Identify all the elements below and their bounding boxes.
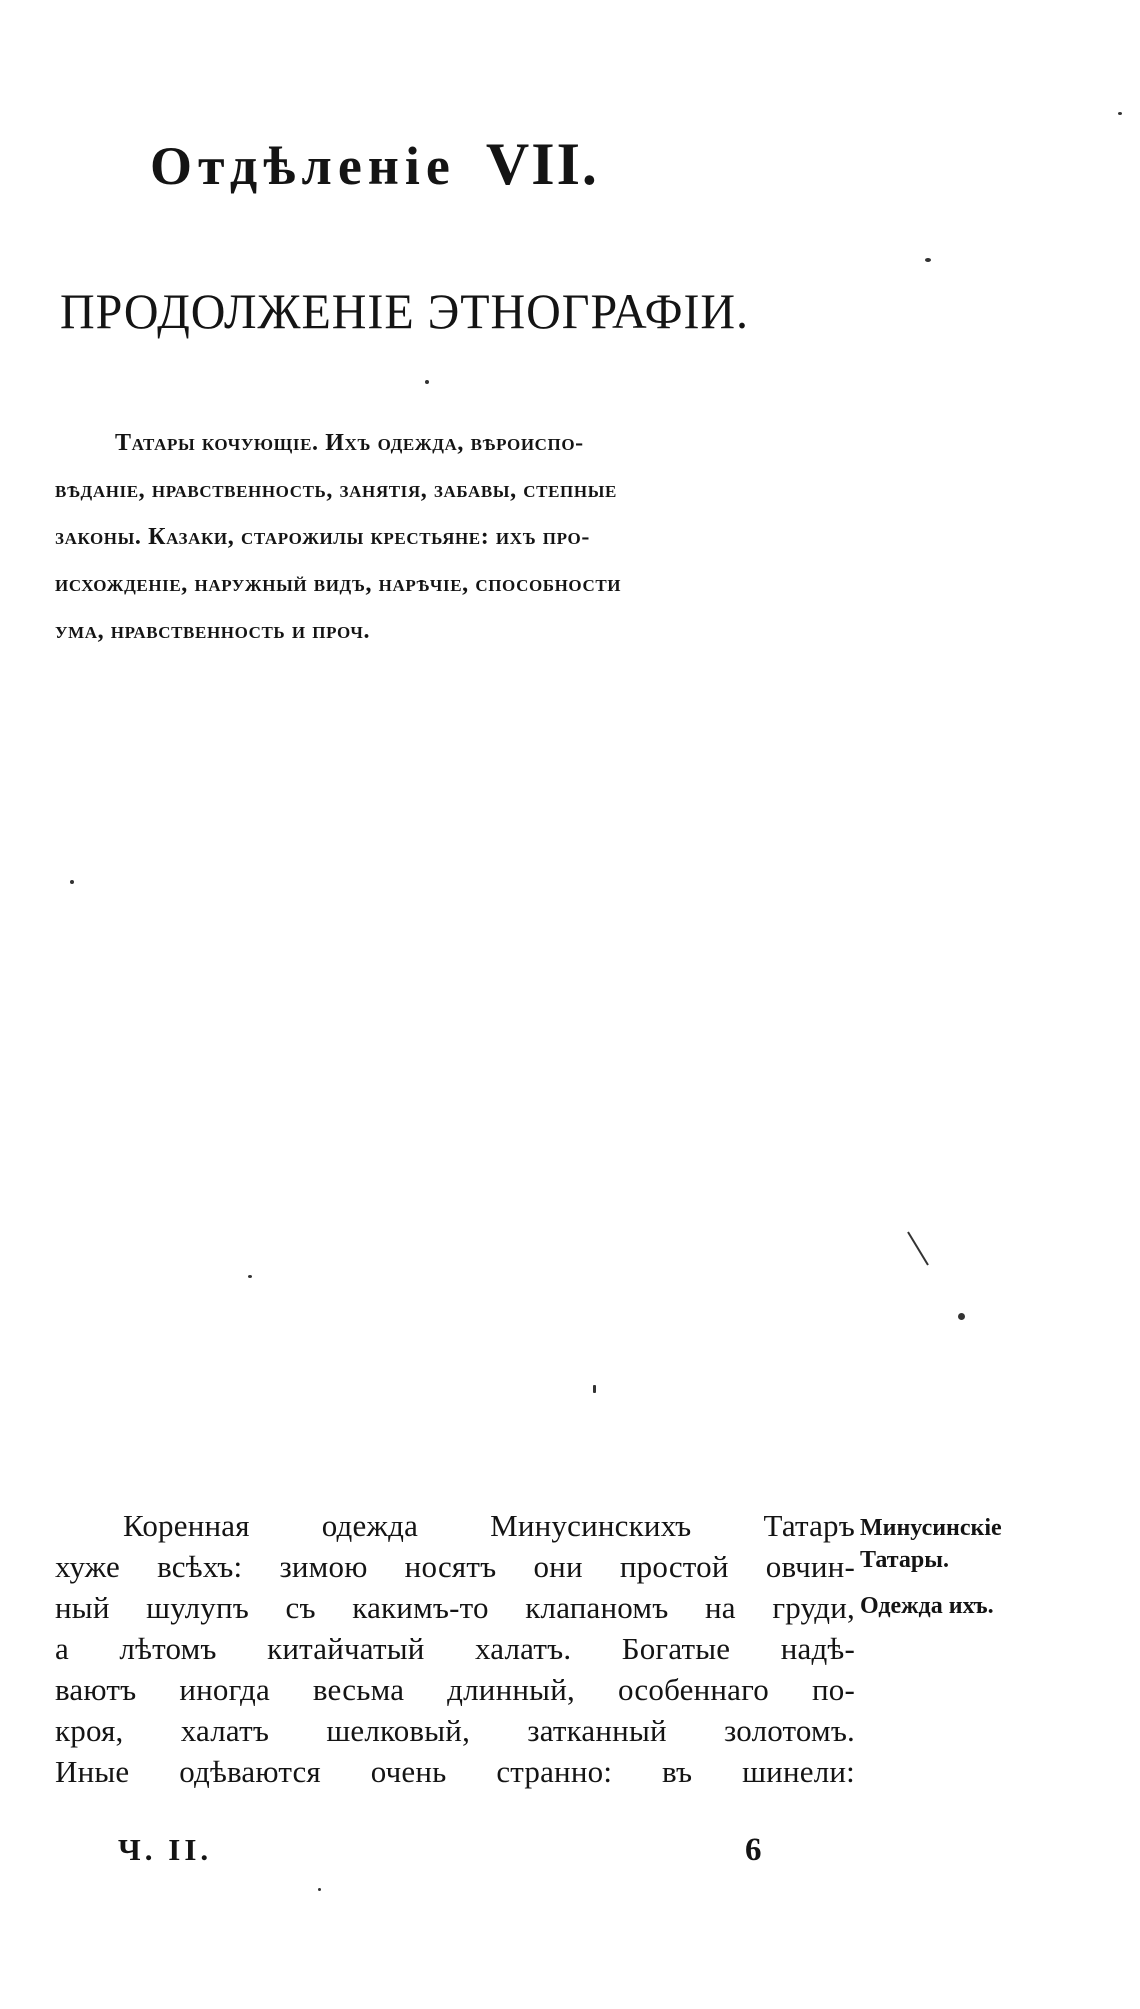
chapter-title: ПРОДОЛЖЕНІЕ ЭТНОГРАФІИ. — [60, 283, 750, 339]
summary-line: законы. Казаки, старожилы крестьяне: ихъ про- — [55, 524, 590, 550]
section-numeral: VII. — [485, 131, 599, 197]
body-line: кроя, халатъ шелковый, затканный золотомъ. — [55, 1713, 855, 1748]
scan-scratch-line — [908, 1232, 928, 1265]
body-line: хуже всѣхъ: зимою носятъ они простой овчин- — [55, 1549, 855, 1584]
section-word: Отдѣленіе — [150, 136, 456, 196]
scan-speck — [248, 1275, 252, 1278]
scan-speck — [593, 1385, 596, 1393]
summary-line: ума, нравственность и проч. — [55, 618, 371, 644]
scan-speck — [958, 1313, 965, 1320]
body-line: а лѣтомъ китайчатый халатъ. Богатые надѣ- — [55, 1631, 855, 1666]
chapter-summary — [55, 420, 845, 655]
scan-speck — [70, 880, 74, 884]
marginal-note-tatars: Татары. — [860, 1547, 949, 1573]
scan-speck — [425, 380, 429, 384]
summary-line: исхожденіе, наружный видъ, нарѣчіе, способности — [55, 571, 622, 597]
body-line: Коренная одежда Минусинскихъ Татаръ — [123, 1508, 855, 1543]
signature-number: 6 — [745, 1832, 762, 1868]
marginal-note-clothing: Одежда ихъ. — [860, 1593, 994, 1619]
scan-speck — [925, 258, 931, 262]
body-paragraph — [55, 1505, 855, 1792]
body-line: ный шулупъ съ какимъ-то клапаномъ на груди, — [55, 1590, 855, 1625]
scan-speck — [1118, 112, 1122, 115]
scan-speck — [318, 1888, 321, 1891]
summary-line: Татары кочующіе. Ихъ одежда, вѣроиспо- — [115, 430, 584, 456]
signature-mark: Ч. II. — [118, 1832, 213, 1867]
marginal-notes — [860, 1512, 1120, 1622]
section-heading — [150, 130, 599, 199]
body-line: ваютъ иногда весьма длинный, особеннаго по- — [55, 1672, 855, 1707]
body-line: Иные одѣваются очень странно: въ шинели: — [55, 1754, 855, 1789]
summary-line: вѣданіе, нравственность, занятія, забавы, степные — [55, 477, 617, 503]
marginal-note-minusinsk: Минусинскіе — [860, 1515, 1002, 1541]
